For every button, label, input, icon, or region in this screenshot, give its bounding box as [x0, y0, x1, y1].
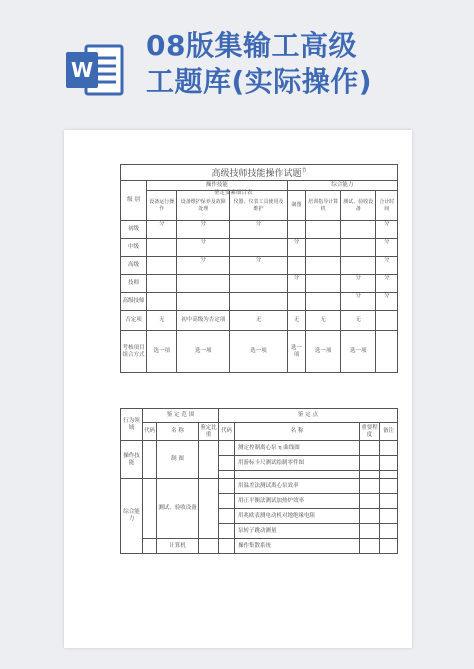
- column-header-2: 仪器、仪表工具使用及维护: [230, 191, 288, 221]
- row-5-cell-3: 无: [287, 311, 305, 331]
- row-5-cell-6: [376, 311, 398, 331]
- document-page: [64, 130, 412, 648]
- row-0-cell-1: 分: [177, 221, 230, 239]
- document-preview-banner: [0, 0, 474, 118]
- table-cell: [219, 441, 235, 456]
- table-cell: [219, 471, 235, 479]
- row-2-cell-1: 分: [177, 257, 230, 275]
- row-4-cell-4: [306, 293, 341, 311]
- row-4-cell-2: [230, 293, 288, 311]
- row-4-cell-6: 分: [376, 293, 398, 311]
- domain-cell-1: 操作技能: [121, 441, 143, 479]
- name-header: 名 称: [157, 423, 199, 441]
- table-cell: [380, 524, 398, 539]
- table-cell: [380, 494, 398, 509]
- table-cell: [219, 539, 235, 554]
- table-cell: [360, 509, 380, 524]
- column-header-0: 设备运行操作: [147, 191, 177, 221]
- row-5-cell-2: 无: [230, 311, 288, 331]
- point-cell-3: 用正平衡法测试加热炉效率: [235, 494, 360, 509]
- row-6-cell-2: 选一项: [230, 331, 288, 373]
- row-label-0: 初级: [121, 221, 147, 239]
- table-cell: [143, 441, 157, 479]
- row-label-2: 高级: [121, 257, 147, 275]
- table-cell: [219, 479, 235, 494]
- row-4-cell-1: [177, 293, 230, 311]
- point-cell-0: 测定控制离心泵 η 曲线图: [235, 441, 360, 456]
- table-row: [121, 275, 398, 293]
- table-cell: [360, 524, 380, 539]
- table-row: [121, 221, 398, 239]
- table-caption: [121, 165, 398, 181]
- row-0-cell-5: [341, 221, 376, 239]
- row-0-cell-3: [287, 221, 305, 239]
- row-5-cell-0: 无: [147, 311, 177, 331]
- row-4-cell-0: [147, 293, 177, 311]
- importance-header: 重要程度: [360, 423, 380, 441]
- row-4-cell-3: [287, 293, 305, 311]
- table-cell: [219, 509, 235, 524]
- point-cell-1: 用游标卡尺测试绘制零件图: [235, 456, 360, 471]
- row-6-cell-4: 选一项: [306, 331, 341, 373]
- code2-header: 代码: [219, 423, 235, 441]
- table-cell: [199, 479, 219, 539]
- row-3-cell-2: [230, 275, 288, 293]
- column-header-3: 制图: [287, 191, 305, 221]
- table-cell: [380, 456, 398, 471]
- skill-exam-table: [120, 164, 398, 373]
- row-2-cell-5: [341, 257, 376, 275]
- row-1-cell-6: 分: [376, 239, 398, 257]
- row-label-6: 考核项目组合方式: [121, 331, 147, 373]
- points-header: 鉴 定 点: [219, 409, 398, 423]
- row-6-cell-6: [376, 331, 398, 373]
- table-cell: [380, 471, 398, 479]
- row-1-cell-4: [306, 239, 341, 257]
- point-cell-6: 操作集散系统: [235, 539, 360, 554]
- row-0-cell-0: 分: [147, 221, 177, 239]
- row-1-cell-1: 分: [177, 239, 230, 257]
- row-label-4: 高级技师: [121, 293, 147, 311]
- row-3-cell-4: [306, 275, 341, 293]
- row-label-1: 中级: [121, 239, 147, 257]
- table-cell: [199, 539, 219, 554]
- title-line-1: 08版集输工高级: [146, 29, 357, 62]
- table-cell: [360, 494, 380, 509]
- row-1-cell-0: [147, 239, 177, 257]
- row-0-cell-4: [306, 221, 341, 239]
- table-cell: [360, 471, 380, 479]
- scope-cell-2: 测试、验收设备: [157, 479, 199, 539]
- table-cell: [199, 441, 219, 479]
- table-cell: [360, 456, 380, 471]
- column-header-4: 培训指导计算机: [306, 191, 341, 221]
- row-1-cell-3: 分: [287, 239, 305, 257]
- table-cell: [219, 456, 235, 471]
- row-5-cell-5: 无: [341, 311, 376, 331]
- table-row: [121, 239, 398, 257]
- table-cell: [143, 479, 157, 539]
- appraisal-table: [120, 408, 398, 554]
- table-cell: [380, 479, 398, 494]
- column-header-5: 测试、验收设备: [341, 191, 376, 221]
- row-0-cell-2: 分: [230, 221, 288, 239]
- row-4-cell-5: 分: [341, 293, 376, 311]
- domain-cell-2: 综合能力: [121, 479, 143, 554]
- svg-text:W: W: [70, 58, 94, 82]
- table-caption-text: 高级技师技能操作试题: [211, 169, 302, 179]
- row-3-cell-1: [177, 275, 230, 293]
- row-0-cell-6: 分: [376, 221, 398, 239]
- domain-header: 行为领域: [121, 409, 143, 441]
- table-cell: [143, 539, 157, 554]
- table-row: [121, 311, 398, 331]
- table-cell: [360, 441, 380, 456]
- title-line-2: 工题库(实际操作): [146, 65, 373, 98]
- table-cell: [360, 479, 380, 494]
- document-title[interactable]: [146, 28, 464, 100]
- scope-cell-1: 制 图: [157, 441, 199, 479]
- level-header: 级 别: [121, 181, 147, 221]
- row-3-cell-6: 分: [376, 275, 398, 293]
- row-5-cell-4: 无: [306, 311, 341, 331]
- row-6-cell-5: 选一项: [341, 331, 376, 373]
- word-document-icon: [66, 44, 124, 96]
- row-6-cell-3: 选一项: [287, 331, 305, 373]
- table-cell: [380, 539, 398, 554]
- row-5-cell-1: 初中高级为否定项: [177, 311, 230, 331]
- row-1-cell-2: [230, 239, 288, 257]
- row-2-cell-6: 分: [376, 257, 398, 275]
- row-3-cell-5: 分: [341, 275, 376, 293]
- code-header: 代码: [143, 423, 157, 441]
- column-header-6: 合计时间: [376, 191, 398, 221]
- table-cell: [219, 494, 235, 509]
- row-2-cell-2: 分: [230, 257, 288, 275]
- row-3-cell-3: 分: [287, 275, 305, 293]
- scope-header: 鉴 定 范 围: [143, 409, 219, 423]
- row-label-3: 技师: [121, 275, 147, 293]
- scope-cell-3: 计算机: [157, 539, 199, 554]
- group-header-op-skill: 操作技能: [147, 181, 288, 191]
- table-cell: [360, 539, 380, 554]
- table-row: [121, 293, 398, 311]
- overlay-label: 鉴定要素细目表: [214, 190, 253, 196]
- table-row: [121, 331, 398, 373]
- table-cell: [380, 441, 398, 456]
- table-cell: [219, 524, 235, 539]
- table-caption-sup: 节: [301, 168, 307, 174]
- row-label-5: 否定项: [121, 311, 147, 331]
- column-header-1: 设备维护保养及故障处理: [177, 191, 230, 221]
- row-3-cell-0: [147, 275, 177, 293]
- row-6-cell-0: 选一项: [147, 331, 177, 373]
- point-cell-4: 用兆欧表测电动机对地绝缘电阻: [235, 509, 360, 524]
- group-header-overall: 综合能力: [287, 181, 397, 191]
- note-header: 备注: [380, 423, 398, 441]
- row-1-cell-5: [341, 239, 376, 257]
- name2-header: 名 称: [235, 423, 360, 441]
- point-cell-2: 用温差法测试离心泵效率: [235, 479, 360, 494]
- row-2-cell-3: [287, 257, 305, 275]
- row-6-cell-1: 选一项: [177, 331, 230, 373]
- row-2-cell-4: [306, 257, 341, 275]
- table-cell: [380, 509, 398, 524]
- table-row: [121, 257, 398, 275]
- row-2-cell-0: [147, 257, 177, 275]
- weight-header: 鉴定比重: [199, 423, 219, 441]
- table-cell: [235, 471, 360, 479]
- point-cell-5: 泵转子跳动测量: [235, 524, 360, 539]
